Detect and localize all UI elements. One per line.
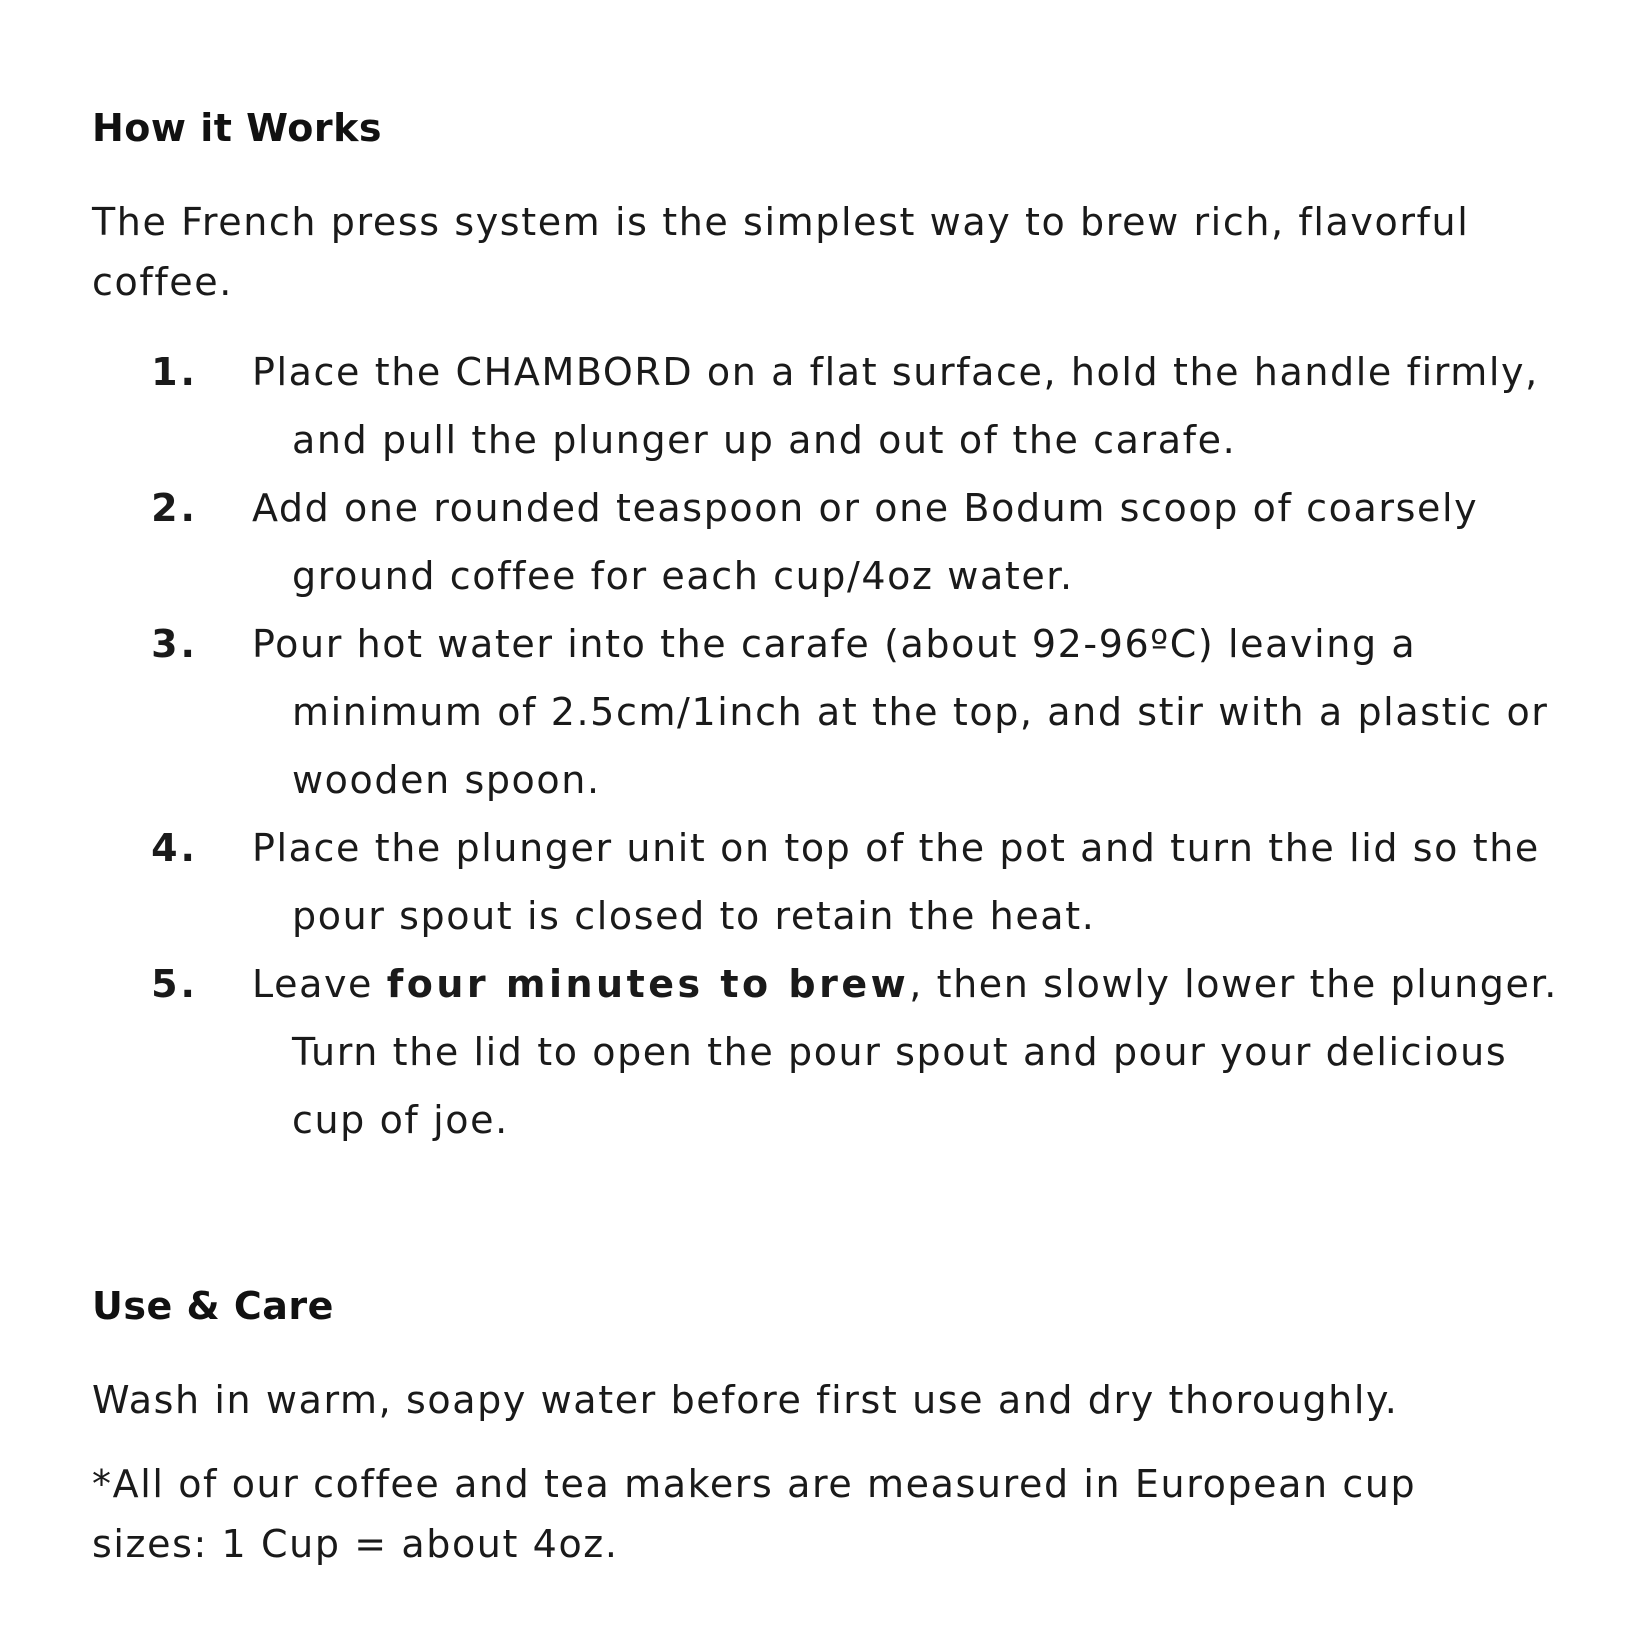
step-text-part: Leave bbox=[252, 962, 387, 1006]
use-and-care-heading: Use & Care bbox=[92, 1284, 334, 1328]
step-text: and pull the plunger up and out of the carafe. bbox=[292, 418, 1237, 462]
step-text: ground coffee for each cup/4oz water. bbox=[292, 554, 1074, 598]
step-text: Place the CHAMBORD on a flat surface, hold the handle firmly, bbox=[252, 350, 1539, 394]
step-item-1 bbox=[142, 338, 1642, 474]
step-number: 5. bbox=[151, 962, 198, 1006]
how-it-works-intro bbox=[92, 192, 1572, 312]
step-text: wooden spoon. bbox=[292, 758, 601, 802]
intro-line: The French press system is the simplest way to brew rich, flavorful bbox=[92, 200, 1470, 244]
step-text: pour spout is closed to retain the heat. bbox=[292, 894, 1096, 938]
step-text bbox=[142, 950, 1642, 1018]
step-item-4 bbox=[142, 814, 1642, 950]
step-text-part: , then slowly lower the plunger. bbox=[909, 962, 1558, 1006]
wash-instructions: Wash in warm, soapy water before first use and dry thoroughly. bbox=[92, 1378, 1399, 1422]
step-number: 2. bbox=[151, 486, 198, 530]
brew-time-emphasis: four minutes to brew bbox=[386, 962, 910, 1006]
step-text: Add one rounded teaspoon or one Bodum scoop of coarsely bbox=[252, 486, 1479, 530]
intro-line: coffee. bbox=[92, 260, 233, 304]
step-number: 4. bbox=[151, 826, 198, 870]
how-it-works-heading: How it Works bbox=[92, 106, 382, 150]
step-number: 1. bbox=[151, 350, 198, 394]
step-item-5 bbox=[142, 950, 1642, 1154]
step-text: minimum of 2.5cm/1inch at the top, and stir with a plastic or bbox=[292, 690, 1549, 734]
note-line: *All of our coffee and tea makers are measured in European cup bbox=[92, 1462, 1417, 1506]
step-item-2 bbox=[142, 474, 1642, 610]
step-number: 3. bbox=[151, 622, 198, 666]
step-text: Pour hot water into the carafe (about 92-96ºC) leaving a bbox=[252, 622, 1417, 666]
step-text: cup of joe. bbox=[292, 1098, 509, 1142]
step-text: Place the plunger unit on top of the pot and turn the lid so the bbox=[252, 826, 1540, 870]
step-text: Turn the lid to open the pour spout and pour your delicious bbox=[292, 1030, 1508, 1074]
step-item-3 bbox=[142, 610, 1642, 814]
cup-size-note bbox=[92, 1454, 1572, 1574]
note-line: sizes: 1 Cup = about 4oz. bbox=[92, 1522, 619, 1566]
